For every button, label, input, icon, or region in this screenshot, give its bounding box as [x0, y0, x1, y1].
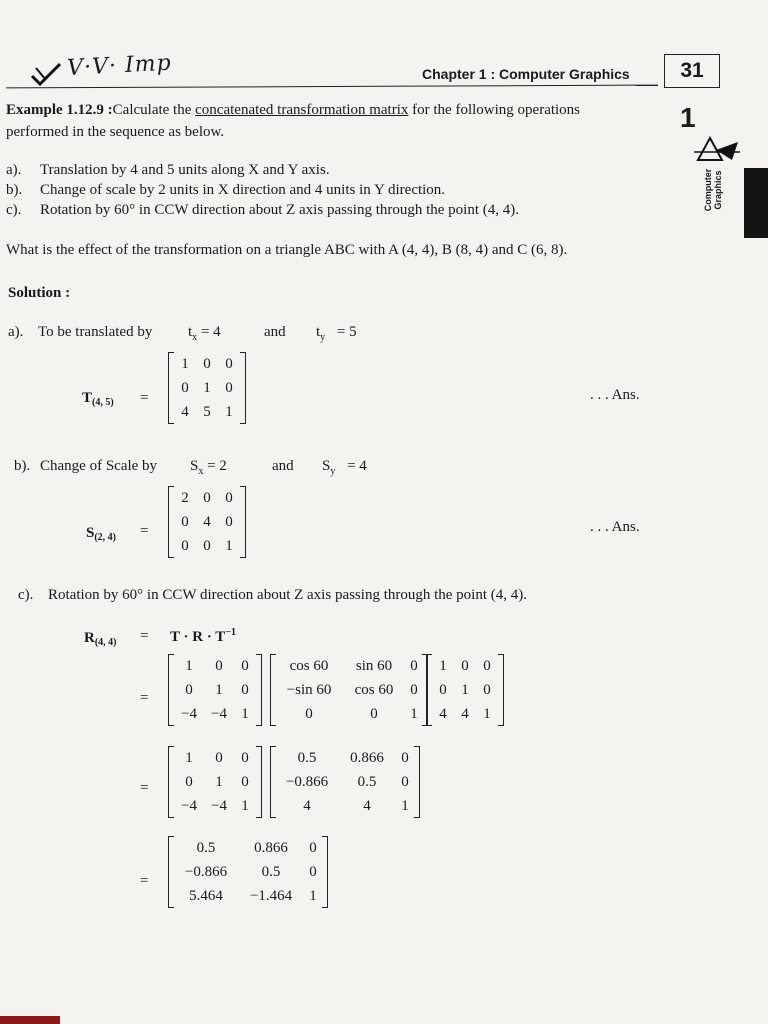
matrix-cell: 0.5 [357, 773, 377, 790]
ans-b: . . . Ans. [590, 519, 640, 535]
example-intro [6, 99, 666, 143]
matrix-cell: 0.866 [254, 839, 288, 856]
step2-matrix-1 [168, 746, 262, 818]
step1-matrix-3 [426, 654, 504, 726]
sx-val: = 2 [207, 458, 227, 474]
matrix-cell: 1 [410, 705, 418, 722]
matrix-cell: 0 [401, 749, 409, 766]
equals-sign: = [140, 780, 149, 796]
step1-m1-cells [174, 654, 256, 726]
part-marker: a). [8, 324, 24, 340]
matrix-cell: 0 [309, 839, 317, 856]
equals-sign: = [140, 873, 149, 889]
ans-a: . . . Ans. [590, 387, 640, 403]
part-marker: c). [18, 587, 34, 603]
matrix-cell: 0 [483, 681, 491, 698]
check-mark-icon [30, 62, 62, 93]
matrix-cell: 0.5 [196, 839, 216, 856]
matrix-cell: 0.5 [297, 749, 317, 766]
matrix-cell: 0 [241, 749, 249, 766]
matrix-label-t [82, 390, 114, 408]
matrix-cell: 4 [363, 797, 371, 814]
matrix-cell: cos 60 [354, 681, 394, 698]
tx-subscript: x [192, 332, 198, 343]
matrix-s-cells [174, 486, 240, 558]
formula-text: T · R · T [170, 629, 226, 645]
matrix-cell: 1 [241, 797, 249, 814]
matrix-cell: 0 [401, 773, 409, 790]
ty-value [316, 324, 357, 343]
matrix-cell: 5.464 [189, 887, 223, 904]
matrix-cell: 4 [461, 705, 469, 722]
part-text: Rotation by 60° in CCW direction about Z axis passing through the point (4, 4). [48, 587, 528, 603]
matrix-cell: 1 [225, 403, 233, 420]
matrix-cell: 0 [439, 681, 447, 698]
page-edge-decoration [0, 1016, 60, 1024]
matrix-cell: 1 [215, 773, 223, 790]
tx-val: = 4 [200, 324, 221, 340]
matrix-cell: 4 [203, 513, 211, 530]
example-label: Example 1.12.9 : [6, 102, 113, 118]
label-sub: (2, 4) [94, 532, 117, 543]
chapter-side-tab [744, 168, 768, 238]
matrix-cell: 0 [483, 657, 491, 674]
item-text: Translation by 4 and 5 units along X and Y axis. [40, 162, 330, 178]
step3-matrix [168, 836, 328, 908]
matrix-cell: 0 [410, 657, 418, 674]
item-text: Change of scale by 2 units in X direction and 4 units in Y direction. [40, 182, 446, 198]
matrix-cell: 0 [461, 657, 469, 674]
matrix-cell: −4 [181, 705, 197, 722]
tx-value [188, 324, 221, 343]
matrix-cell: 0 [185, 681, 193, 698]
matrix-cell: 0 [241, 657, 249, 674]
matrix-s [168, 486, 246, 558]
item-marker: c). [6, 202, 22, 218]
matrix-cell: 1 [181, 355, 189, 372]
label-letter: T [82, 390, 93, 406]
matrix-cell: 0 [181, 537, 189, 554]
item-marker: a). [6, 162, 22, 178]
label-letter: R [84, 630, 95, 646]
ty-symbol: t [316, 324, 321, 340]
step1-m2-cells [276, 654, 422, 726]
matrix-cell: 0 [215, 657, 223, 674]
step1-m3-cells [432, 654, 498, 726]
matrix-cell: 1 [203, 379, 211, 396]
matrix-cell: −0.866 [285, 773, 329, 790]
chapter-title: Chapter 1 : Computer Graphics [422, 66, 630, 82]
matrix-cell: 2 [181, 489, 189, 506]
sx-symbol: S [190, 458, 199, 474]
step2-m1-cells [174, 746, 256, 818]
matrix-cell: 0.866 [350, 749, 384, 766]
matrix-cell: 1 [401, 797, 409, 814]
sy-symbol: S [322, 458, 331, 474]
matrix-cell: 4 [439, 705, 447, 722]
matrix-cell: 1 [461, 681, 469, 698]
sy-subscript: y [330, 466, 336, 477]
label-sub: (4, 5) [92, 397, 114, 408]
matrix-cell: 0 [410, 681, 418, 698]
intro-line-2: performed in the sequence as below. [6, 124, 225, 140]
matrix-cell: 1 [185, 657, 193, 674]
header-rule [6, 85, 658, 89]
matrix-cell: 1 [185, 749, 193, 766]
matrix-cell: −4 [211, 797, 227, 814]
matrix-label-r [84, 630, 117, 648]
label-letter: S [86, 525, 95, 541]
matrix-cell: 0 [305, 705, 313, 722]
part-text: Change of Scale by [40, 458, 158, 474]
matrix-cell: −sin 60 [286, 681, 332, 698]
question-text: What is the effect of the transformation on a triangle ABC with A (4, 4), B (8, 4) and C (6, 8). [6, 242, 568, 258]
step2-matrix-2 [270, 746, 420, 818]
intro-text-end: for the following operations [408, 102, 581, 118]
matrix-cell: 0 [370, 705, 378, 722]
matrix-cell: 4 [181, 403, 189, 420]
step3-m1-cells [174, 836, 322, 908]
ty-subscript: y [320, 332, 326, 343]
part-a-line [8, 324, 152, 341]
matrix-cell: 1 [215, 681, 223, 698]
sy-val: = 4 [347, 458, 367, 474]
part-marker: b). [14, 458, 31, 474]
matrix-cell: 0 [225, 355, 233, 372]
sx-value [190, 458, 227, 477]
item-text: Rotation by 60° in CCW direction about Z axis passing through the point (4, 4). [40, 202, 520, 218]
matrix-cell: −4 [181, 797, 197, 814]
matrix-cell: 1 [483, 705, 491, 722]
item-b [6, 182, 445, 199]
matrix-cell: 5 [203, 403, 211, 420]
formula-sup: −1 [225, 627, 237, 638]
and-text: and [264, 324, 286, 340]
matrix-cell: −1.464 [249, 887, 293, 904]
matrix-cell: 0 [181, 513, 189, 530]
step2-m2-cells [276, 746, 414, 818]
sx-subscript: x [198, 466, 204, 477]
matrix-cell: 1 [241, 705, 249, 722]
tx-symbol: t [188, 324, 193, 340]
sy-value [322, 458, 367, 477]
handwritten-note: V·V· Imp [66, 50, 173, 81]
solution-heading: Solution : [8, 285, 71, 301]
matrix-t-cells [174, 352, 240, 424]
matrix-cell: cos 60 [289, 657, 329, 674]
matrix-cell: 4 [303, 797, 311, 814]
matrix-cell: 0 [203, 489, 211, 506]
matrix-cell: 0 [241, 773, 249, 790]
matrix-label-s [86, 525, 116, 543]
intro-underlined-text: concatenated transformation matrix [195, 102, 409, 118]
matrix-cell: 1 [439, 657, 447, 674]
equals-sign: = [140, 523, 149, 539]
equals-sign: = [140, 628, 149, 644]
equals-sign: = [140, 690, 149, 706]
matrix-cell: 1 [225, 537, 233, 554]
matrix-cell: sin 60 [355, 657, 393, 674]
step1-matrix-1 [168, 654, 262, 726]
matrix-cell: 0 [309, 863, 317, 880]
matrix-cell: 0 [241, 681, 249, 698]
page-number: 31 [664, 54, 720, 88]
part-text: To be translated by [38, 324, 153, 340]
and-text-b: and [272, 458, 294, 474]
matrix-cell: 0 [225, 513, 233, 530]
ty-val: = 5 [336, 324, 357, 340]
side-tab-text: Computer Graphics [703, 168, 723, 212]
item-c [6, 202, 519, 219]
intro-text: Calculate the [112, 102, 196, 118]
matrix-cell: 0.5 [261, 863, 281, 880]
matrix-cell: 0 [185, 773, 193, 790]
part-b-line [14, 458, 157, 475]
matrix-cell: 0 [203, 537, 211, 554]
label-sub: (4, 4) [94, 637, 117, 648]
matrix-cell: 0 [225, 489, 233, 506]
matrix-cell: 0 [225, 379, 233, 396]
matrix-cell: −4 [211, 705, 227, 722]
matrix-cell: 1 [309, 887, 317, 904]
matrix-cell: −0.866 [184, 863, 228, 880]
item-a [6, 162, 330, 179]
matrix-cell: 0 [203, 355, 211, 372]
chapter-number: 1 [680, 102, 696, 133]
equals-sign: = [140, 390, 149, 406]
item-marker: b). [6, 182, 23, 198]
step1-matrix-2 [270, 654, 428, 726]
part-c-line [18, 587, 527, 604]
matrix-t [168, 352, 246, 424]
matrix-cell: 0 [215, 749, 223, 766]
formula-trt [170, 627, 236, 646]
matrix-cell: 0 [181, 379, 189, 396]
